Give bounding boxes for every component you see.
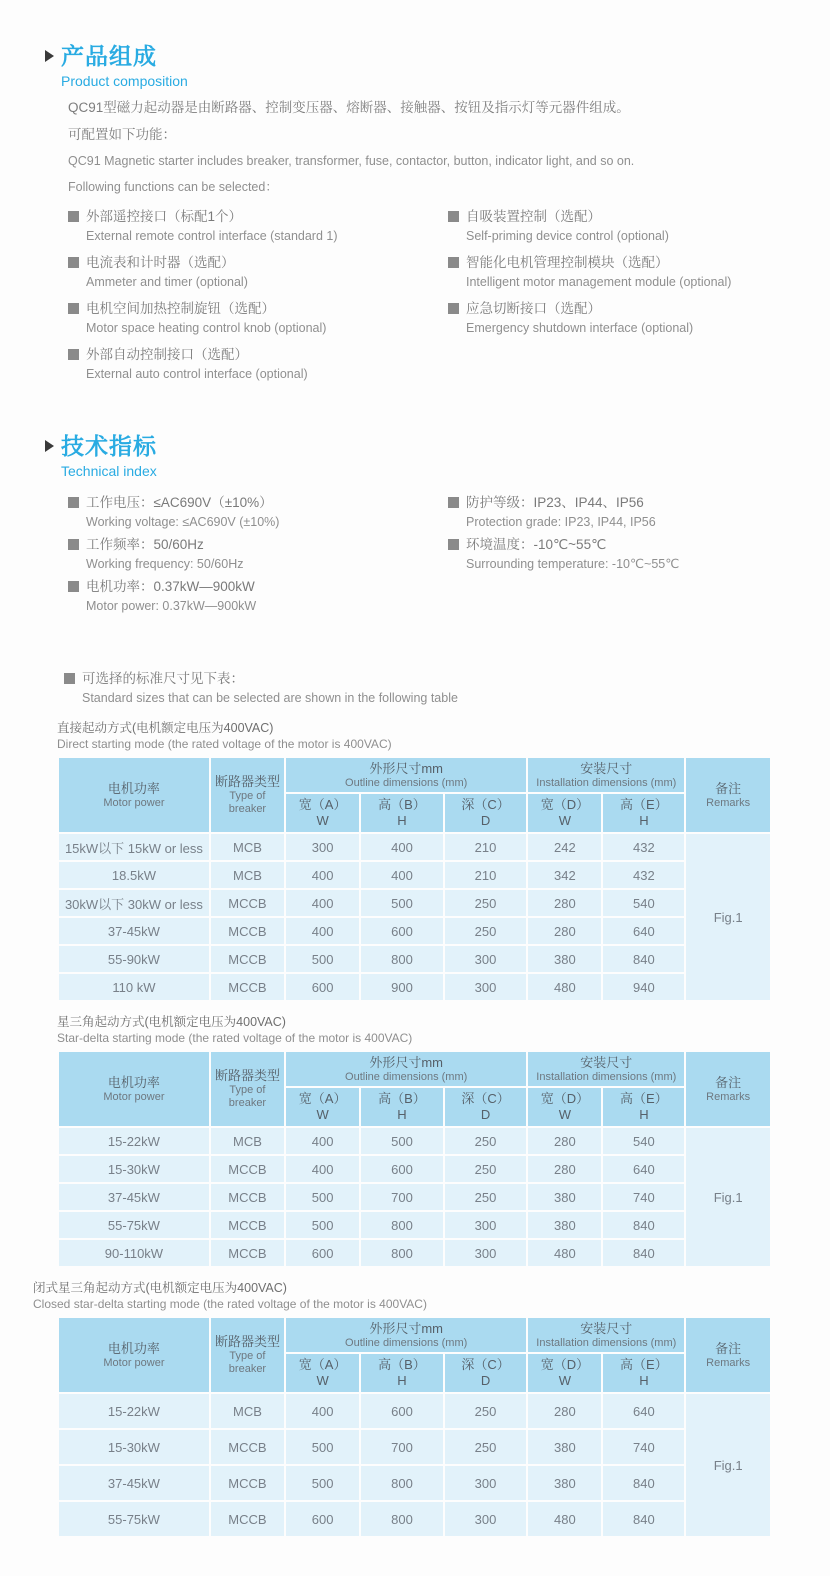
item-label-en: Motor power: 0.37kW—900kW	[86, 599, 257, 613]
remarks-cell: Fig.1	[686, 1128, 770, 1266]
list-item	[448, 252, 830, 292]
breaker-type-cell: MCCB	[211, 1212, 284, 1238]
size-tables	[0, 720, 830, 1538]
motor-power-cell: 15-30kW	[59, 1430, 209, 1464]
table-row	[59, 862, 770, 888]
note-cn: 可选择的标准尺寸见下表：	[64, 668, 830, 689]
dimension-cell: 740	[603, 1430, 684, 1464]
square-bullet-icon	[68, 539, 79, 550]
dimension-cell: 500	[286, 1212, 359, 1238]
dimension-cell: 250	[445, 1394, 527, 1428]
col-header-width-a: 宽（A） W	[286, 1088, 359, 1126]
table-row	[59, 1240, 770, 1266]
dimension-cell: 640	[603, 1394, 684, 1428]
list-item	[448, 534, 830, 574]
remarks-cell: Fig.1	[686, 1394, 770, 1536]
product-intro	[0, 100, 830, 194]
dimension-cell: 940	[603, 974, 684, 1000]
dimension-cell: 380	[528, 1466, 601, 1500]
feature-column-right	[448, 206, 830, 390]
breaker-type-cell: MCB	[211, 1128, 284, 1154]
dimension-cell: 242	[528, 834, 601, 860]
square-bullet-icon	[448, 303, 459, 314]
dimension-cell: 600	[286, 1502, 359, 1536]
spec-columns	[0, 492, 830, 618]
item-label-en: Ammeter and timer (optional)	[86, 275, 248, 289]
dimension-cell: 210	[445, 862, 527, 888]
dimension-cell: 500	[361, 890, 443, 916]
table-row	[59, 1502, 770, 1536]
section-title-en: Product composition	[61, 73, 188, 89]
col-header-remarks: 备注 Remarks	[686, 1318, 770, 1392]
col-header-breaker-type: 断路器类型 Type of breaker	[211, 1318, 284, 1392]
section-title-en: Technical index	[61, 463, 157, 479]
table-caption-en: Closed star-delta starting mode (the rated voltage of the motor is 400VAC)	[33, 1297, 427, 1311]
dimension-cell: 800	[361, 1212, 443, 1238]
col-header-breaker-type: 断路器类型 Type of breaker	[211, 758, 284, 832]
item-label-cn: 电流表和计时器（选配）	[68, 252, 448, 273]
table-row	[59, 1184, 770, 1210]
item-label-cn: 工作电压：≤AC690V（±10%）	[68, 492, 448, 513]
dimension-cell: 300	[445, 1466, 527, 1500]
breaker-type-cell: MCCB	[211, 1240, 284, 1266]
dimension-cell: 800	[361, 1240, 443, 1266]
dimension-cell: 700	[361, 1430, 443, 1464]
item-label-cn: 外部遥控接口（标配1个）	[68, 206, 448, 227]
spec-column-right	[448, 492, 830, 618]
dimension-cell: 280	[528, 1128, 601, 1154]
size-table-block	[0, 720, 830, 1002]
square-bullet-icon	[64, 673, 75, 684]
col-header-height-b: 高（B） H	[361, 1088, 443, 1126]
square-bullet-icon	[68, 211, 79, 222]
dimension-cell: 840	[603, 1240, 684, 1266]
dimension-cell: 250	[445, 918, 527, 944]
dimension-cell: 800	[361, 946, 443, 972]
table-caption-cn: 星三角起动方式(电机额定电压为400VAC)	[57, 1015, 286, 1029]
motor-power-cell: 55-90kW	[59, 946, 209, 972]
dimension-cell: 640	[603, 1156, 684, 1182]
dimension-cell: 400	[286, 890, 359, 916]
table-row	[59, 918, 770, 944]
square-bullet-icon	[68, 257, 79, 268]
dimension-cell: 900	[361, 974, 443, 1000]
breaker-type-cell: MCCB	[211, 918, 284, 944]
motor-power-cell: 37-45kW	[59, 1184, 209, 1210]
dimension-cell: 250	[445, 1430, 527, 1464]
dimension-cell: 280	[528, 890, 601, 916]
dimension-cell: 480	[528, 1502, 601, 1536]
intro-line: QC91型磁力起动器是由断路器、控制变压器、熔断器、接触器、按钮及指示灯等元器件组成。	[68, 100, 630, 115]
dimension-cell: 300	[445, 974, 527, 1000]
col-header-depth-c: 深（C） D	[445, 794, 527, 832]
square-bullet-icon	[68, 349, 79, 360]
list-item	[68, 534, 448, 574]
product-composition-heading	[0, 42, 830, 70]
size-table	[57, 1050, 772, 1268]
item-label-en: Intelligent motor management module (optional)	[466, 275, 732, 289]
breaker-type-cell: MCB	[211, 862, 284, 888]
remarks-cell: Fig.1	[686, 834, 770, 1000]
dimension-cell: 250	[445, 890, 527, 916]
dimension-cell: 540	[603, 1128, 684, 1154]
col-header-width-d: 宽（D） W	[528, 1354, 601, 1392]
item-label-en: Emergency shutdown interface (optional)	[466, 321, 694, 335]
motor-power-cell: 15-22kW	[59, 1128, 209, 1154]
motor-power-cell: 37-45kW	[59, 918, 209, 944]
list-item	[448, 298, 830, 338]
table-row	[59, 1156, 770, 1182]
col-header-width-a: 宽（A） W	[286, 1354, 359, 1392]
table-caption-en: Star-delta starting mode (the rated voltage of the motor is 400VAC)	[57, 1031, 413, 1045]
table-row	[59, 834, 770, 860]
dimension-cell: 400	[286, 1394, 359, 1428]
dimension-cell: 800	[361, 1502, 443, 1536]
section-title-cn: 技术指标	[61, 433, 157, 459]
intro-line: QC91 Magnetic starter includes breaker, transformer, fuse, contactor, button, indicator light, and so on.	[68, 154, 635, 168]
motor-power-cell: 55-75kW	[59, 1502, 209, 1536]
motor-power-cell: 55-75kW	[59, 1212, 209, 1238]
dimension-cell: 500	[286, 1184, 359, 1210]
item-label-en: Self-priming device control (optional)	[466, 229, 669, 243]
col-header-motor-power: 电机功率 Motor power	[59, 1052, 209, 1126]
dimension-cell: 600	[361, 918, 443, 944]
breaker-type-cell: MCCB	[211, 890, 284, 916]
intro-line: Following functions can be selected：	[68, 180, 278, 194]
dimension-cell: 600	[286, 1240, 359, 1266]
dimension-cell: 400	[361, 862, 443, 888]
item-label-cn: 应急切断接口（选配）	[448, 298, 830, 319]
table-row	[59, 1128, 770, 1154]
dimension-cell: 280	[528, 1394, 601, 1428]
dimension-cell: 432	[603, 862, 684, 888]
motor-power-cell: 90-110kW	[59, 1240, 209, 1266]
col-header-width-d: 宽（D） W	[528, 1088, 601, 1126]
note-en: Standard sizes that can be selected are shown in the following table	[82, 691, 458, 705]
dimension-cell: 480	[528, 1240, 601, 1266]
spec-column-left	[68, 492, 448, 618]
breaker-type-cell: MCCB	[211, 1466, 284, 1500]
list-item	[68, 492, 448, 532]
dimension-cell: 342	[528, 862, 601, 888]
square-bullet-icon	[68, 303, 79, 314]
col-header-motor-power: 电机功率 Motor power	[59, 1318, 209, 1392]
dimension-cell: 280	[528, 1156, 601, 1182]
list-item	[68, 344, 448, 384]
table-row	[59, 1212, 770, 1238]
list-item	[448, 492, 830, 532]
feature-columns	[0, 206, 830, 390]
size-table-block	[0, 1280, 830, 1538]
technical-index-heading	[0, 432, 830, 460]
dimension-cell: 432	[603, 834, 684, 860]
list-item	[68, 206, 448, 246]
item-label-en: External remote control interface (standard 1)	[86, 229, 338, 243]
dimension-cell: 500	[286, 1466, 359, 1500]
dimension-cell: 400	[286, 1156, 359, 1182]
section-title-cn: 产品组成	[61, 43, 157, 69]
dimension-cell: 600	[361, 1156, 443, 1182]
breaker-type-cell: MCCB	[211, 946, 284, 972]
col-header-remarks: 备注 Remarks	[686, 758, 770, 832]
dimension-cell: 400	[361, 834, 443, 860]
square-bullet-icon	[448, 497, 459, 508]
triangle-bullet-icon	[45, 440, 54, 452]
dimension-cell: 840	[603, 1502, 684, 1536]
dimension-cell: 840	[603, 946, 684, 972]
col-header-width-a: 宽（A） W	[286, 794, 359, 832]
col-header-height-e: 高（E） H	[603, 1354, 684, 1392]
dimension-cell: 380	[528, 1184, 601, 1210]
dimension-cell: 840	[603, 1212, 684, 1238]
breaker-type-cell: MCCB	[211, 974, 284, 1000]
item-label-en: Working voltage: ≤AC690V (±10%)	[86, 515, 280, 529]
table-row	[59, 1394, 770, 1428]
breaker-type-cell: MCCB	[211, 1502, 284, 1536]
square-bullet-icon	[448, 211, 459, 222]
dimension-cell: 300	[445, 946, 527, 972]
dimension-cell: 300	[445, 1502, 527, 1536]
motor-power-cell: 18.5kW	[59, 862, 209, 888]
size-table-block	[0, 1014, 830, 1268]
dimension-cell: 250	[445, 1184, 527, 1210]
col-group-installation-dimensions: 安装尺寸 Installation dimensions (mm)	[528, 1052, 684, 1086]
item-label-cn: 智能化电机管理控制模块（选配）	[448, 252, 830, 273]
table-row	[59, 1466, 770, 1500]
item-label-en: Protection grade: IP23, IP44, IP56	[466, 515, 656, 529]
item-label-cn: 工作频率：50/60Hz	[68, 534, 448, 555]
dimension-cell: 300	[445, 1240, 527, 1266]
dimension-cell: 300	[445, 1212, 527, 1238]
dimension-cell: 400	[286, 862, 359, 888]
dimension-cell: 380	[528, 1430, 601, 1464]
square-bullet-icon	[448, 257, 459, 268]
col-header-height-e: 高（E） H	[603, 1088, 684, 1126]
dimension-cell: 540	[603, 890, 684, 916]
dimension-cell: 480	[528, 974, 601, 1000]
table-caption-en: Direct starting mode (the rated voltage of the motor is 400VAC)	[57, 737, 392, 751]
dimension-cell: 800	[361, 1466, 443, 1500]
square-bullet-icon	[68, 497, 79, 508]
breaker-type-cell: MCB	[211, 1394, 284, 1428]
breaker-type-cell: MCCB	[211, 1184, 284, 1210]
dimension-cell: 600	[361, 1394, 443, 1428]
table-caption-cn: 直接起动方式(电机额定电压为400VAC)	[57, 721, 274, 735]
col-header-height-e: 高（E） H	[603, 794, 684, 832]
dimension-cell: 500	[286, 946, 359, 972]
col-header-height-b: 高（B） H	[361, 794, 443, 832]
table-row	[59, 1430, 770, 1464]
table-row	[59, 890, 770, 916]
dimension-cell: 280	[528, 918, 601, 944]
col-header-motor-power: 电机功率 Motor power	[59, 758, 209, 832]
item-label-cn: 自吸装置控制（选配）	[448, 206, 830, 227]
col-header-depth-c: 深（C） D	[445, 1088, 527, 1126]
item-label-en: Working frequency: 50/60Hz	[86, 557, 244, 571]
dimension-cell: 250	[445, 1156, 527, 1182]
dimension-cell: 400	[286, 918, 359, 944]
list-item	[448, 206, 830, 246]
dimension-cell: 210	[445, 834, 527, 860]
item-label-cn: 防护等级：IP23、IP44、IP56	[448, 492, 830, 513]
motor-power-cell: 110 kW	[59, 974, 209, 1000]
dimension-cell: 500	[286, 1430, 359, 1464]
dimension-cell: 700	[361, 1184, 443, 1210]
list-item	[68, 298, 448, 338]
dimension-cell: 740	[603, 1184, 684, 1210]
col-group-installation-dimensions: 安装尺寸 Installation dimensions (mm)	[528, 1318, 684, 1352]
dimension-cell: 380	[528, 946, 601, 972]
dimension-cell: 600	[286, 974, 359, 1000]
square-bullet-icon	[68, 581, 79, 592]
motor-power-cell: 30kW以下 30kW or less	[59, 890, 209, 916]
dimension-cell: 300	[286, 834, 359, 860]
table-caption-cn: 闭式星三角起动方式(电机额定电压为400VAC)	[33, 1281, 287, 1295]
item-label-cn: 外部自动控制接口（选配）	[68, 344, 448, 365]
dimension-cell: 400	[286, 1128, 359, 1154]
col-header-depth-c: 深（C） D	[445, 1354, 527, 1392]
motor-power-cell: 15-30kW	[59, 1156, 209, 1182]
section-technical-index	[0, 432, 830, 618]
size-table	[57, 1316, 772, 1538]
item-label-en: Surrounding temperature: -10℃~55℃	[466, 557, 680, 571]
intro-line: 可配置如下功能：	[68, 127, 176, 142]
col-group-outline-dimensions: 外形尺寸mm Outline dimensions (mm)	[286, 1052, 526, 1086]
item-label-cn: 电机功率：0.37kW—900kW	[68, 576, 448, 597]
standard-sizes-note	[0, 668, 830, 708]
item-label-en: Motor space heating control knob (optional)	[86, 321, 327, 335]
dimension-cell: 840	[603, 1466, 684, 1500]
col-header-breaker-type: 断路器类型 Type of breaker	[211, 1052, 284, 1126]
breaker-type-cell: MCCB	[211, 1430, 284, 1464]
col-header-width-d: 宽（D） W	[528, 794, 601, 832]
dimension-cell: 640	[603, 918, 684, 944]
dimension-cell: 500	[361, 1128, 443, 1154]
breaker-type-cell: MCB	[211, 834, 284, 860]
section-product-composition	[0, 0, 830, 390]
item-label-en: External auto control interface (optional)	[86, 367, 308, 381]
list-item	[68, 252, 448, 292]
item-label-cn: 环境温度：-10℃~55℃	[448, 534, 830, 555]
motor-power-cell: 15kW以下 15kW or less	[59, 834, 209, 860]
col-group-outline-dimensions: 外形尺寸mm Outline dimensions (mm)	[286, 1318, 526, 1352]
table-row	[59, 946, 770, 972]
size-table	[57, 756, 772, 1002]
col-header-height-b: 高（B） H	[361, 1354, 443, 1392]
dimension-cell: 380	[528, 1212, 601, 1238]
motor-power-cell: 37-45kW	[59, 1466, 209, 1500]
triangle-bullet-icon	[45, 50, 54, 62]
square-bullet-icon	[448, 539, 459, 550]
col-group-outline-dimensions: 外形尺寸mm Outline dimensions (mm)	[286, 758, 526, 792]
feature-column-left	[68, 206, 448, 390]
col-group-installation-dimensions: 安装尺寸 Installation dimensions (mm)	[528, 758, 684, 792]
table-row	[59, 974, 770, 1000]
col-header-remarks: 备注 Remarks	[686, 1052, 770, 1126]
breaker-type-cell: MCCB	[211, 1156, 284, 1182]
list-item	[68, 576, 448, 616]
dimension-cell: 250	[445, 1128, 527, 1154]
motor-power-cell: 15-22kW	[59, 1394, 209, 1428]
item-label-cn: 电机空间加热控制旋钮（选配）	[68, 298, 448, 319]
